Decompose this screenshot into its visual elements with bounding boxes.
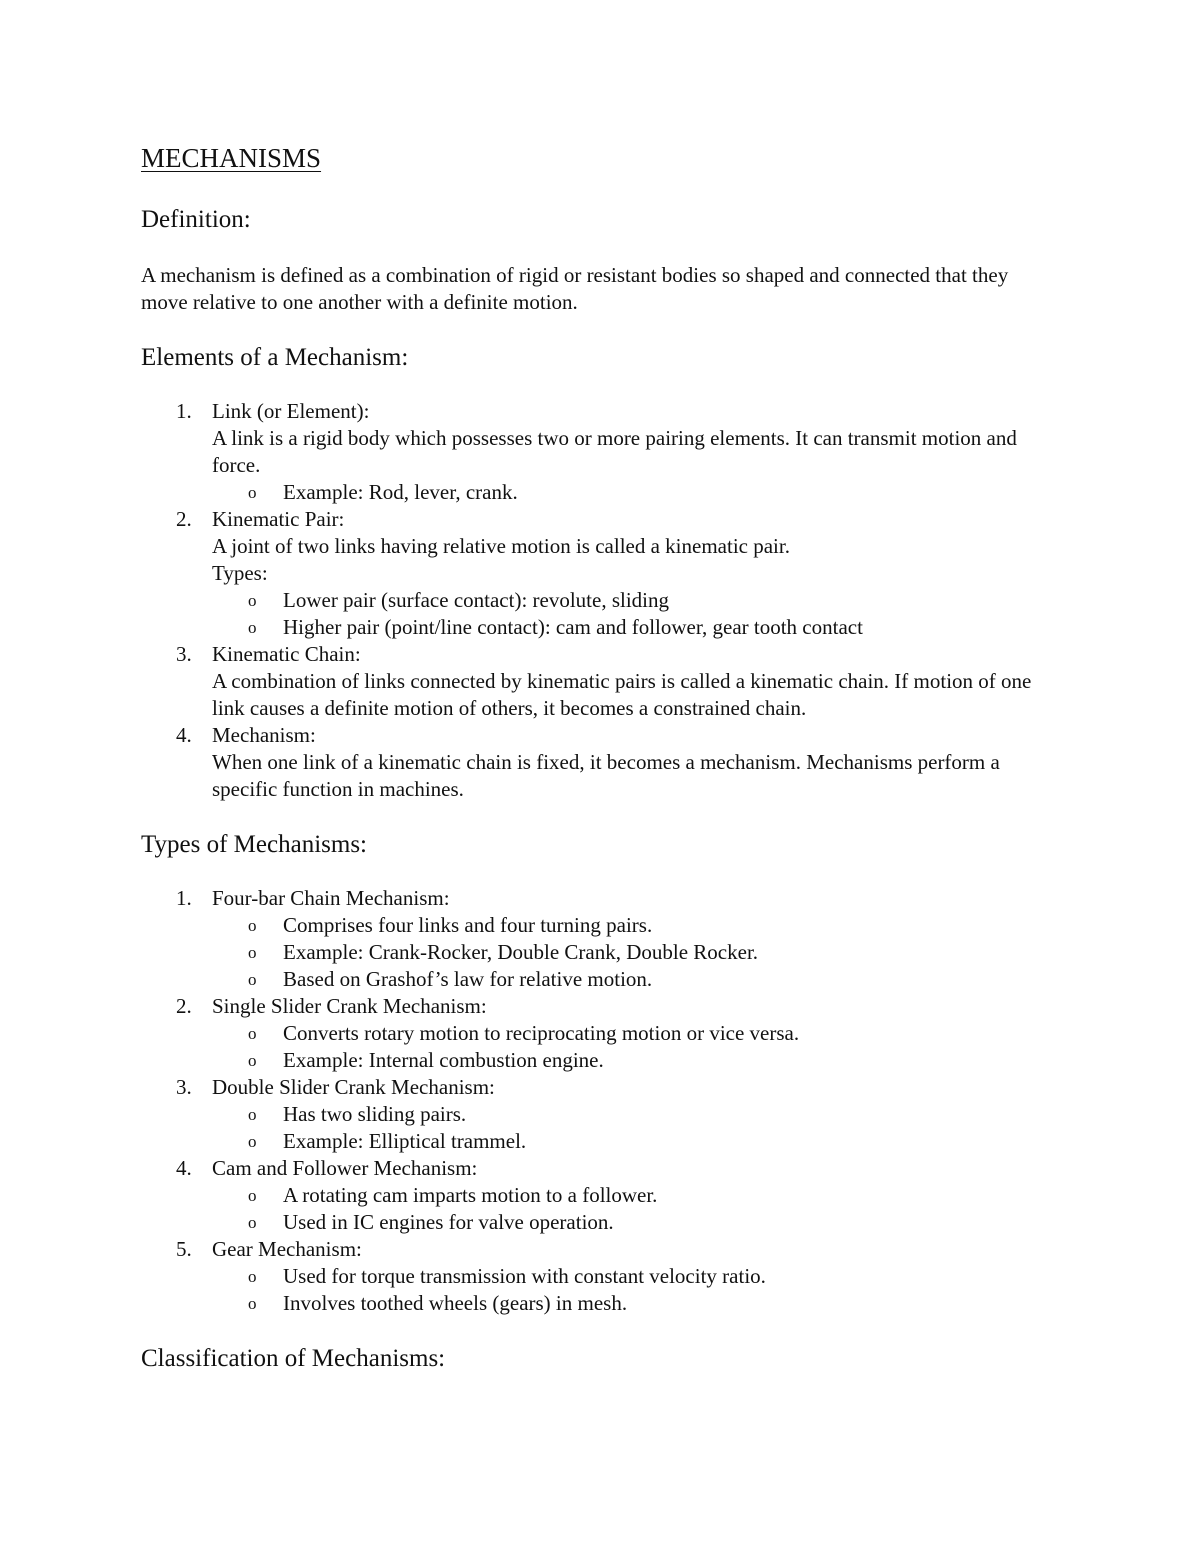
bullet-text: Involves toothed wheels (gears) in mesh.: [283, 1291, 628, 1315]
element-item-number: 4.: [176, 723, 192, 747]
type-item-bullets: [212, 1182, 1041, 1236]
type-item-bullets: [212, 1020, 1041, 1074]
bullet-text: Based on Grashof’s law for relative motion.: [283, 967, 653, 991]
bullet-icon: o: [248, 1132, 257, 1151]
type-item-number: 1.: [176, 886, 192, 910]
bullet-item: [212, 1263, 1041, 1290]
type-item-label: Four-bar Chain Mechanism:: [212, 886, 450, 910]
bullet-text: Used in IC engines for valve operation.: [283, 1210, 614, 1234]
bullet-text: Has two sliding pairs.: [283, 1102, 467, 1126]
bullet-icon: o: [248, 916, 257, 935]
type-item-number: 2.: [176, 994, 192, 1018]
element-item-text: When one link of a kinematic chain is fixed, it becomes a mechanism. Mechanisms perform a specific function in machines.: [212, 750, 1000, 801]
type-item-label: Single Slider Crank Mechanism:: [212, 994, 487, 1018]
bullet-icon: o: [248, 618, 257, 637]
element-item-text: A joint of two links having relative motion is called a kinematic pair.: [212, 534, 790, 558]
bullet-item: [212, 587, 1041, 614]
element-item-number: 3.: [176, 642, 192, 666]
bullet-text: Example: Crank-Rocker, Double Crank, Double Rocker.: [283, 940, 759, 964]
bullet-text: Example: Rod, lever, crank.: [283, 480, 518, 504]
type-item-number: 4.: [176, 1156, 192, 1180]
bullet-item: [212, 1182, 1041, 1209]
bullet-item: [212, 479, 1041, 506]
element-item-label: Kinematic Pair:: [212, 507, 345, 531]
bullet-text: Used for torque transmission with constant velocity ratio.: [283, 1264, 766, 1288]
type-item-label: Cam and Follower Mechanism:: [212, 1156, 478, 1180]
bullet-icon: o: [248, 1213, 257, 1232]
type-item-3: [141, 1074, 1041, 1155]
bullet-text: Lower pair (surface contact): revolute, sliding: [283, 588, 670, 612]
bullet-icon: o: [248, 943, 257, 962]
element-item-bullets: [212, 587, 1041, 641]
bullet-icon: o: [248, 1051, 257, 1070]
bullet-item: [212, 614, 1041, 641]
types-heading: Types of Mechanisms:: [141, 831, 367, 858]
bullet-icon: o: [248, 591, 257, 610]
type-item-bullets: [212, 912, 1041, 993]
element-item-label: Kinematic Chain:: [212, 642, 361, 666]
bullet-icon: o: [248, 1294, 257, 1313]
elements-list: [141, 398, 1041, 803]
element-item-number: 2.: [176, 507, 192, 531]
type-item-label: Double Slider Crank Mechanism:: [212, 1075, 495, 1099]
bullet-item: [212, 966, 1041, 993]
type-item-number: 5.: [176, 1237, 192, 1261]
bullet-icon: o: [248, 970, 257, 989]
bullet-item: [212, 912, 1041, 939]
type-item-label: Gear Mechanism:: [212, 1237, 362, 1261]
bullet-icon: o: [248, 1024, 257, 1043]
bullet-item: [212, 1290, 1041, 1317]
bullet-text: Converts rotary motion to reciprocating motion or vice versa.: [283, 1021, 800, 1045]
elements-heading: Elements of a Mechanism:: [141, 344, 409, 371]
type-item-bullets: [212, 1101, 1041, 1155]
element-item-2: [141, 506, 1041, 641]
bullet-text: Example: Elliptical trammel.: [283, 1129, 527, 1153]
bullet-text: Example: Internal combustion engine.: [283, 1048, 604, 1072]
bullet-item: [212, 939, 1041, 966]
bullet-icon: o: [248, 1267, 257, 1286]
bullet-item: [212, 1047, 1041, 1074]
type-item-1: [141, 885, 1041, 993]
document-content: [141, 138, 1041, 1377]
type-item-4: [141, 1155, 1041, 1236]
element-item-number: 1.: [176, 399, 192, 423]
bullet-text: Comprises four links and four turning pairs.: [283, 913, 653, 937]
element-item-4: [141, 722, 1041, 803]
bullet-icon: o: [248, 1105, 257, 1124]
element-item-label: Link (or Element):: [212, 399, 370, 423]
definition-heading: Definition:: [141, 206, 251, 233]
document-title: MECHANISMS: [141, 143, 322, 173]
classification-heading: Classification of Mechanisms:: [141, 1345, 446, 1372]
bullet-item: [212, 1101, 1041, 1128]
element-item-bullets: [212, 479, 1041, 506]
type-item-number: 3.: [176, 1075, 192, 1099]
type-item-bullets: [212, 1263, 1041, 1317]
element-item-text: A link is a rigid body which possesses two or more pairing elements. It can transmit motion and force.: [212, 426, 1017, 477]
types-list: [141, 885, 1041, 1317]
bullet-item: [212, 1128, 1041, 1155]
bullet-item: [212, 1209, 1041, 1236]
bullet-text: A rotating cam imparts motion to a follower.: [283, 1183, 658, 1207]
bullet-text: Higher pair (point/line contact): cam and follower, gear tooth contact: [283, 615, 863, 639]
element-item-3: [141, 641, 1041, 722]
bullet-icon: o: [248, 483, 257, 502]
bullet-icon: o: [248, 1186, 257, 1205]
element-item-text: Types:: [212, 561, 268, 585]
bullet-item: [212, 1020, 1041, 1047]
definition-text: A mechanism is defined as a combination of rigid or resistant bodies so shaped and connected that they move relative to one another with a definite motion.: [141, 263, 1009, 314]
element-item-text: A combination of links connected by kinematic pairs is called a kinematic chain. If motion of one link causes a definite motion of others, it becomes a constrained chain.: [212, 669, 1032, 720]
element-item-1: [141, 398, 1041, 506]
type-item-5: [141, 1236, 1041, 1317]
element-item-label: Mechanism:: [212, 723, 316, 747]
type-item-2: [141, 993, 1041, 1074]
